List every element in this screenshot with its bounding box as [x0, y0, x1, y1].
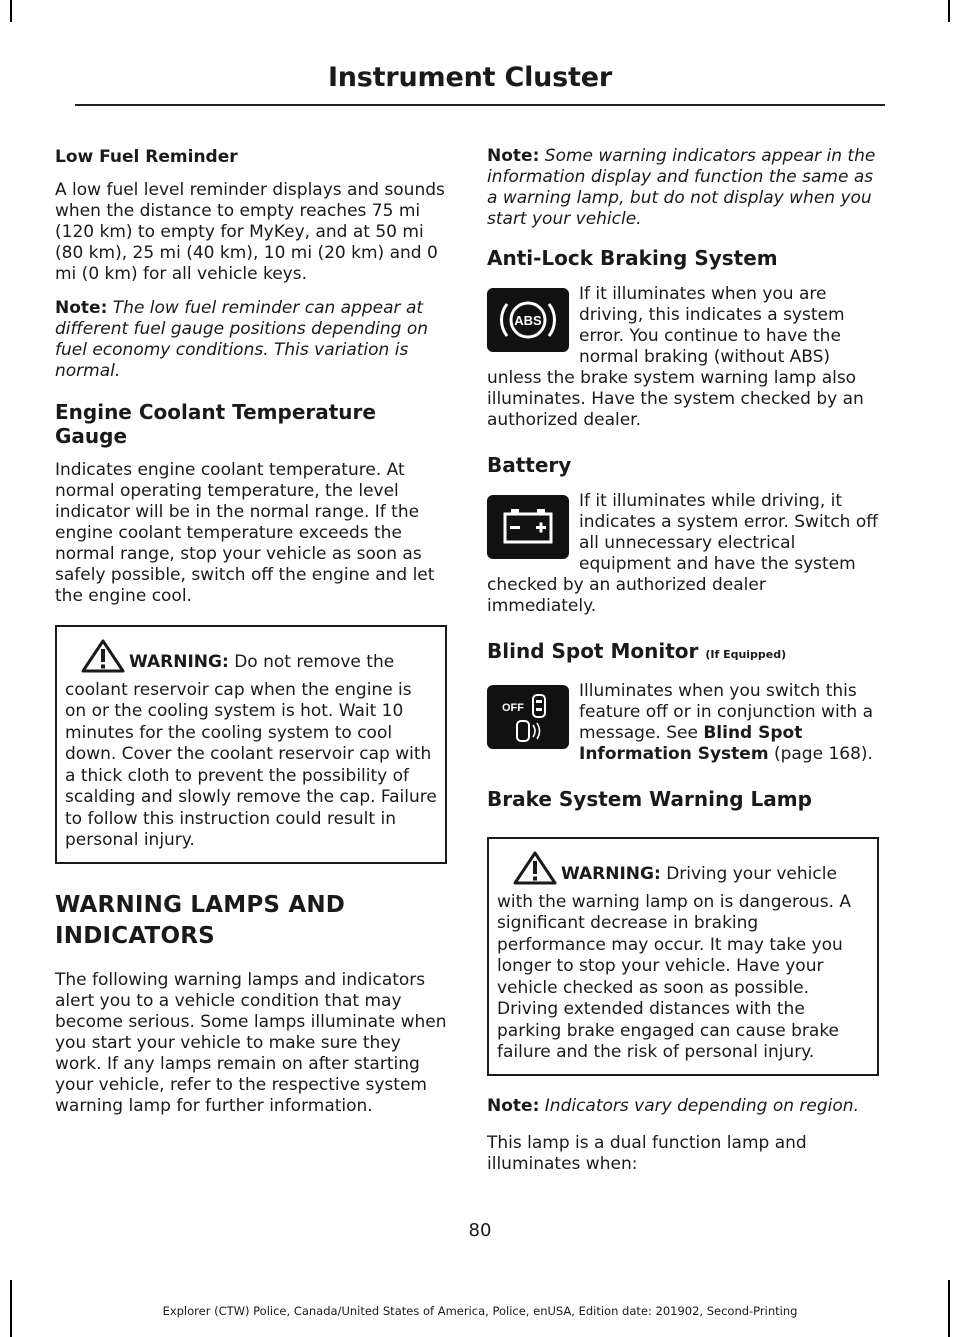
coolant-heading: Engine Coolant Temperature Gauge — [55, 400, 376, 448]
page-header-title: Instrument Cluster — [327, 62, 612, 93]
low-fuel-text: A low fuel level reminder displays and sounds when the distance to empty reaches 75 mi (120 km) to empty for MyKey, and at 50 mi (80 km), 25 mi (40 km), 10 mi (20 km) and 0 mi (0 km) for all vehicle keys. — [55, 180, 445, 284]
blind-spot-page-ref: (page 168). — [773, 744, 873, 764]
warning-triangle-icon — [513, 851, 557, 892]
note-label: Note: — [487, 146, 540, 166]
abs-heading: Anti-Lock Braking System — [487, 246, 778, 270]
right-column — [487, 146, 879, 1188]
blind-spot-off-icon — [487, 685, 569, 749]
battery-icon — [487, 495, 569, 559]
abs-icon-text: ABS — [514, 313, 542, 328]
left-column — [55, 146, 447, 1130]
battery-paragraph — [487, 491, 879, 617]
crop-mark-top-right — [948, 0, 950, 22]
brake-heading: Brake System Warning Lamp — [487, 787, 812, 811]
note-text: The low fuel reminder can appear at different fuel gauge positions depending on fuel economy conditions. This variation is normal. — [55, 298, 429, 381]
abs-text: If it illuminates when you are driving, this indicates a system error. You continue to have the normal braking (without ABS) unless the brake system warning lamp also illuminates. Have the system checked by an authorized dealer. — [487, 284, 864, 430]
blind-spot-heading — [487, 639, 879, 667]
crop-mark-top-left — [10, 0, 12, 22]
warning-label: WARNING: — [129, 652, 229, 672]
dual-function-text: This lamp is a dual function lamp and illuminates when: — [487, 1132, 807, 1174]
abs-paragraph — [487, 284, 879, 431]
page-number: 80 — [468, 1220, 492, 1241]
note-text: Some warning indicators appear in the information display and function the same as a warning lamp, but do not display when you start your vehicle. — [487, 146, 876, 229]
low-fuel-heading: Low Fuel Reminder — [55, 147, 238, 167]
section-heading-line-2: INDICATORS — [55, 922, 215, 949]
section-heading — [55, 890, 447, 952]
warning-triangle-icon — [81, 639, 125, 680]
section-heading-line-1: WARNING LAMPS AND — [55, 891, 346, 918]
warning-text: Do not remove the coolant reservoir cap when the engine is on or the cooling system is hot. Wait 10 minutes for the cooling system to cool down. Cover the coolant reservoir cap with a thick cloth to prevent the possibility of scalding and slowly remove the cap. Failure to follow this instruction could result in personal injury. — [65, 652, 437, 850]
warning-text: Driving your vehicle with the warning lamp on is dangerous. A significant decrease in braking performance may occur. It may take you longer to stop your vehicle. Have your vehicle checked as soon as possible. Driving extended distances with the parking brake engaged can cause brake failure and the risk of personal injury. — [497, 864, 852, 1062]
note-low-fuel — [55, 298, 447, 382]
note-label: Note: — [55, 298, 108, 318]
page-footer: Explorer (CTW) Police, Canada/United States of America, Police, enUSA, Edition date: 201902, Second-Printing — [162, 1304, 798, 1318]
battery-heading: Battery — [487, 453, 572, 477]
warning-label: WARNING: — [561, 864, 661, 884]
note-indicators — [487, 146, 879, 230]
if-equipped-label: (If Equipped) — [705, 648, 787, 661]
blind-spot-icon-text: OFF — [502, 702, 524, 714]
blind-spot-paragraph — [487, 681, 879, 765]
blind-spot-text: Illuminates when you switch this feature off or in conjunction with a message. See — [579, 681, 873, 743]
section-text: The following warning lamps and indicators alert you to a vehicle condition that may become serious. Some lamps illuminate when you start your vehicle to make sure they work. If any lamps remain on after starting your vehicle, refer to the respective system warning lamp for further information. — [55, 969, 447, 1116]
blind-spot-reference-link[interactable]: Blind Spot Information System — [579, 723, 803, 764]
coolant-text: Indicates engine coolant temperature. At normal operating temperature, the level indicator will be in the normal range. If the engine coolant temperature exceeds the normal range, stop your vehicle as soon as safely possible, switch off the engine and let the engine cool. — [55, 460, 435, 606]
brake-warning-box — [487, 837, 879, 1076]
note-text: Indicators vary depending on region. — [544, 1095, 859, 1116]
note-label: Note: — [487, 1095, 540, 1116]
battery-text: If it illuminates while driving, it indicates a system error. Switch off all unnecessary electrical equipment and have the system checked by an authorized dealer immediately. — [487, 491, 878, 616]
note-region — [487, 1096, 879, 1117]
blind-spot-heading-text: Blind Spot Monitor — [487, 639, 699, 663]
header-divider — [75, 104, 885, 106]
coolant-warning-box — [55, 625, 447, 864]
abs-warning-icon — [487, 288, 569, 352]
